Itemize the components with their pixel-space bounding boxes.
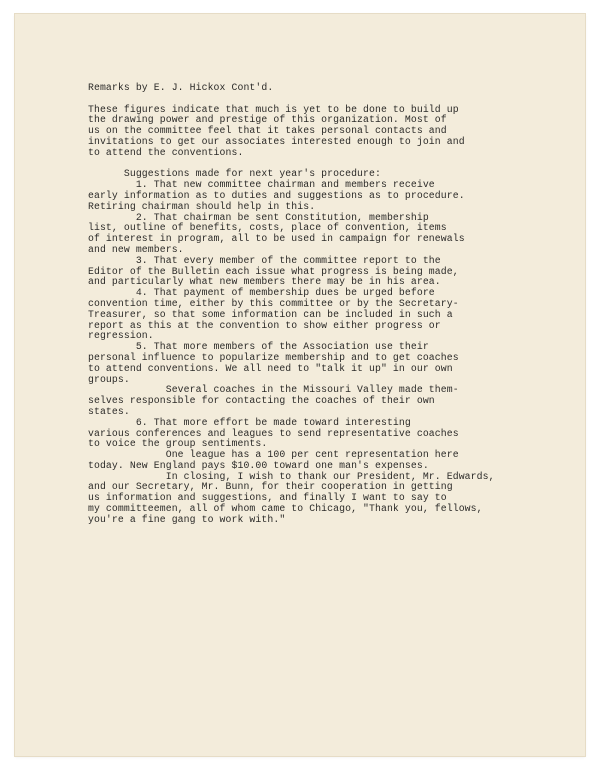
typed-text [88,83,528,526]
body-line: selves responsible for contacting the coaches of their own [88,395,435,407]
body-line: groups. [88,373,130,385]
body-line: us information and suggestions, and finally I want to say to [88,492,447,504]
body-line: Retiring chairman should help in this. [88,200,316,212]
spacer [88,94,528,105]
body-line: and particularly what new members there may be in his area. [88,276,441,288]
body-line: regression. [88,330,154,342]
body-line: 4. That payment of membership dues be urged before [88,287,435,299]
intro-line: to attend the conventions. [88,146,244,158]
body-line: personal influence to popularize membership and to get coaches [88,351,459,363]
body-line: of interest in program, all to be used in campaign for renewals [88,233,465,245]
body-line: to voice the group sentiments. [88,438,268,450]
body-line: 3. That every member of the committee report to the [88,254,441,266]
body-line: 1. That new committee chairman and members receive [88,179,435,191]
suggestions-heading: Suggestions made for next year's procedure: [88,168,381,180]
body-line: states. [88,405,130,417]
body-line: to attend conventions. We all need to "talk it up" in our own [88,362,453,374]
body-line: convention time, either by this committee or by the Secretary- [88,297,459,309]
body-line: and our Secretary, Mr. Bunn, for their cooperation in getting [88,481,453,493]
intro-line: These figures indicate that much is yet to be done to build up [88,103,459,115]
intro-line: us on the committee feel that it takes personal contacts and [88,125,447,137]
body-line: today. New England pays $10.00 toward one man's expenses. [88,459,429,471]
body-line: and new members. [88,243,184,255]
body-line: my committeemen, all of whom came to Chicago, "Thank you, fellows, [88,503,483,515]
body-line: Several coaches in the Missouri Valley made them- [88,384,459,396]
body-line: various conferences and leagues to send representative coaches [88,427,459,439]
body-line: early information as to duties and suggestions as to procedure. [88,189,465,201]
body-line: Treasurer, so that some information can be included in such a [88,308,453,320]
body-line: list, outline of benefits, costs, place of convention, items [88,222,447,234]
body-line: 5. That more members of the Association use their [88,341,429,353]
body-line: In closing, I wish to thank our President, Mr. Edwards, [88,470,495,482]
body-line: 2. That chairman be sent Constitution, membership [88,211,429,223]
body-line: you're a fine gang to work with." [88,513,286,525]
intro-line: the drawing power and prestige of this organization. Most of [88,114,447,126]
body-line: Editor of the Bulletin each issue what progress is being made, [88,265,459,277]
body-line: One league has a 100 per cent representation here [88,449,459,461]
intro-line: invitations to get our associates interested enough to join and [88,135,465,147]
body-line: 6. That more effort be made toward interesting [88,416,411,428]
document-heading: Remarks by E. J. Hickox Cont'd. [88,82,274,93]
document-page [15,14,585,756]
body-line: report as this at the convention to show either progress or [88,319,441,331]
